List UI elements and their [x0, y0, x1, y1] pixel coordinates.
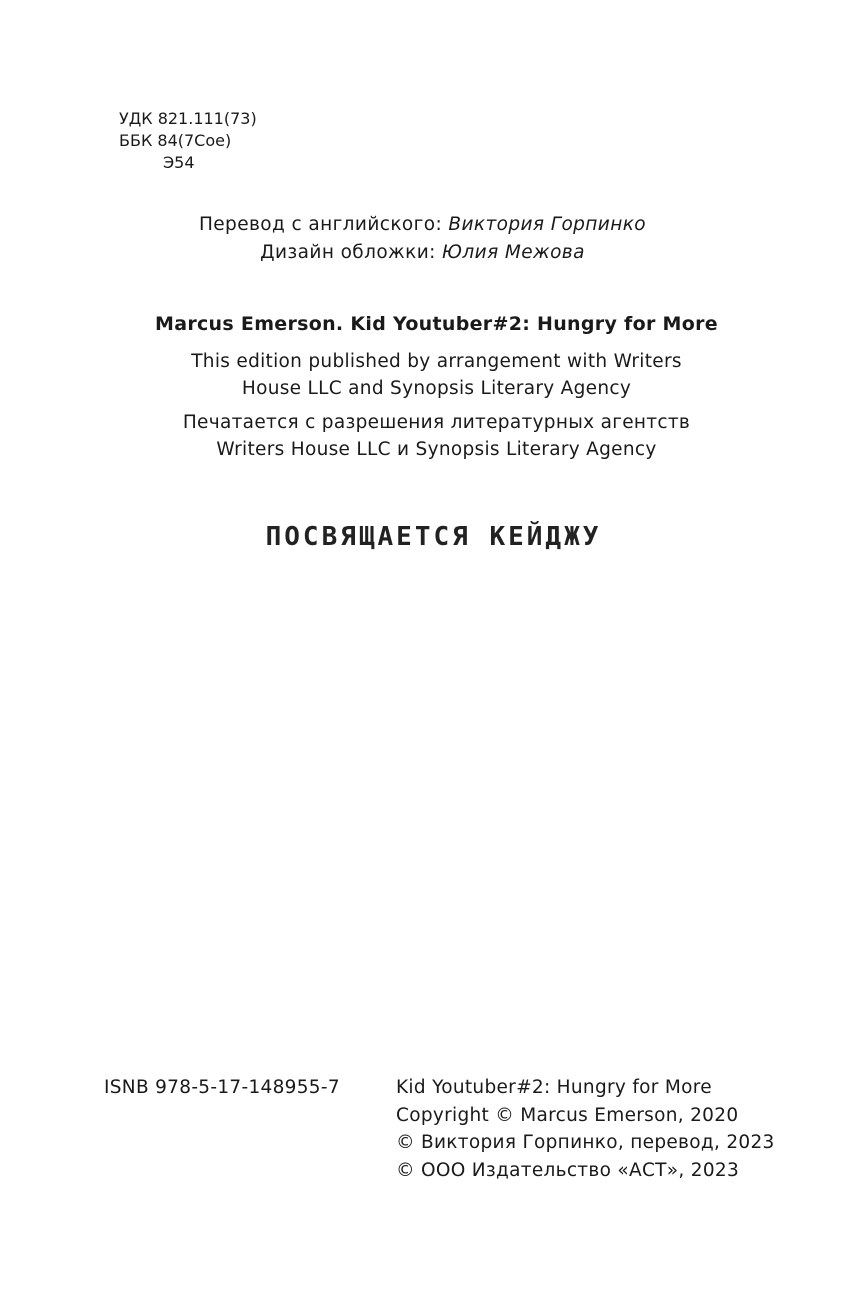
cover-designer-name: Юлия Межова: [442, 242, 585, 263]
rights-block: [0, 348, 845, 463]
author-mark: Э54: [163, 153, 195, 172]
copyright-block: [396, 1074, 775, 1184]
cover-design-label: Дизайн обложки:: [260, 242, 436, 263]
rights-en-line-2: House LLC and Synopsis Literary Agency: [241, 378, 632, 399]
copyright-line-3: © Виктория Горпинко, перевод, 2023: [396, 1132, 775, 1153]
rights-ru-line-1: Печатается с разрешения литературных агентств: [182, 412, 691, 433]
bbk-code: ББК 84(7Сое): [119, 131, 232, 150]
udk-code: УДК 821.111(73): [119, 109, 257, 128]
original-title: Marcus Emerson. Kid Youtuber#2: Hungry for More: [155, 313, 718, 335]
dedication: ПОСВЯЩАЕТСЯ КЕЙДЖУ: [265, 522, 602, 552]
classification-block: [119, 108, 257, 174]
cover-design-credit: [0, 239, 845, 267]
copyright-line-4: © ООО Издательство «АСТ», 2023: [396, 1159, 740, 1181]
rights-ru-line-2: Writers House LLC и Synopsis Literary Agency: [216, 439, 657, 460]
copyright-line-1: Kid Youtuber#2: Hungry for More: [396, 1077, 712, 1098]
copyright-line-2: Copyright © Marcus Emerson, 2020: [396, 1104, 739, 1126]
isbn: ISNB 978-5-17-148955-7: [104, 1077, 340, 1098]
rights-en-line-1: This edition published by arrangement with Writers: [191, 351, 682, 372]
translation-credit: [0, 211, 845, 239]
translation-label: Перевод с английского:: [198, 214, 443, 235]
translator-name: Виктория Горпинко: [448, 214, 647, 235]
credits-block: [0, 211, 845, 267]
